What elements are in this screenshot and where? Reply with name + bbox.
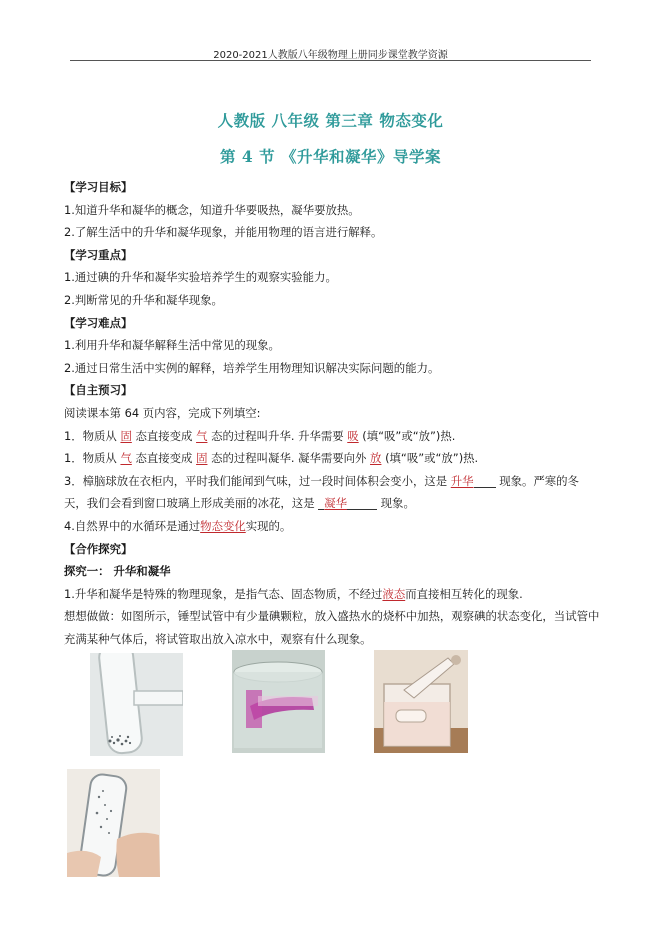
tube-beaker-drawing (374, 650, 468, 753)
photo-tube-in-beaker-of-water (374, 650, 468, 753)
q3-answer-2: 凝华 (324, 496, 348, 511)
q1-text-e: (填“吸”或“放”)热. (362, 428, 456, 443)
key-point-item: 1.通过碘的升华和凝华实验培养学生的观察实验能力。 (64, 270, 337, 285)
photo-tube-held-in-hand (67, 769, 160, 877)
page-header: 2020-2021人教版八年级物理上册同步课堂教学资源 (213, 50, 448, 61)
header-rule (70, 60, 591, 61)
worksheet-body (64, 176, 604, 650)
q4-text-a: 4.自然界中的水循环是通过 (64, 518, 201, 533)
q2-answer-3: 放 (370, 451, 382, 466)
difficulty-item: 2.通过日常生活中实例的解释，培养学生用物理知识解决实际问题的能力。 (64, 360, 440, 375)
p1-text-a: 1.升华和凝华是特殊的物理现象，是指气态、固态物质，不经过 (64, 586, 383, 601)
q3-text-a: 3．樟脑球放在衣柜内，平时我们能闻到气味，过一段时间体积会变小，这是 (64, 473, 448, 488)
q3-answer-1: 升华 (450, 473, 474, 488)
tube-crystals-drawing (90, 653, 183, 756)
q3-text-d: 天，我们会看到窗口玻璃上形成美丽的冰花，这是 (64, 496, 315, 511)
q2-answer-1: 气 (120, 451, 132, 466)
lesson-title: 第 4 节 《升华和凝华》导学案 (220, 147, 441, 166)
tube-in-hand-drawing (67, 769, 160, 877)
goal-item: 2.了解生活中的升华和凝华现象，并能用物理的语言进行解释。 (64, 225, 383, 240)
q4-text-c: 实现的。 (245, 518, 292, 533)
q1-answer-2: 气 (196, 428, 208, 443)
preview-question-3-cont (64, 492, 604, 515)
q1-text-a: 1．物质从 (64, 428, 117, 443)
document-title: 人教版 八年级 第三章 物态变化 (217, 111, 444, 130)
difficulty-item: 1.利用升华和凝华解释生活中常见的现象。 (64, 338, 280, 353)
key-points-heading: 【学习重点】 (64, 247, 133, 262)
goal-item: 1.知道升华和凝华的概念，知道升华要吸热，凝华要放热。 (64, 202, 360, 217)
tube-purple-vapor-drawing (232, 650, 325, 753)
q3-blank-2b (347, 495, 377, 510)
q2-text-a: 1．物质从 (64, 451, 117, 466)
q3-text-e: 现象。 (380, 496, 415, 511)
preview-heading: 【自主预习】 (64, 383, 133, 398)
photo-tube-with-iodine-crystals (90, 653, 183, 756)
preview-question-2 (64, 447, 604, 470)
inquiry-one-heading: 探究一： 升华和凝华 (64, 564, 171, 579)
p1-answer: 液态 (382, 586, 406, 601)
key-point-item: 2.判断常见的升华和凝华现象。 (64, 292, 223, 307)
q2-text-e: (填“吸”或“放”)热. (385, 451, 479, 466)
q1-text-c: 态直接变成 (135, 428, 193, 443)
q3-blank-1 (474, 473, 496, 488)
q1-text-d: 态的过程叫升华. 升华需要 (211, 428, 344, 443)
p1-text-c: 而直接相互转化的现象. (405, 586, 523, 601)
goals-heading: 【学习目标】 (64, 180, 133, 194)
q2-text-c: 态直接变成 (135, 451, 193, 466)
inquiry-paragraph-2: 想想做做：如图所示，锤型试管中有少量碘颗粒，放入盛热水的烧杯中加热，观察碘的状态变化，当试管中充满某种气体后，将试管取出放入凉水中，观察有什么现象。 (64, 609, 600, 646)
inquiry-paragraph-1 (64, 583, 604, 606)
preview-question-4 (64, 515, 604, 538)
difficulties-heading: 【学习难点】 (64, 315, 133, 330)
q2-text-d: 态的过程叫凝华. 凝华需要向外 (211, 451, 367, 466)
preview-question-1 (64, 425, 604, 448)
preview-question-3 (64, 470, 604, 493)
q1-answer-1: 固 (120, 428, 132, 443)
cooperation-heading: 【合作探究】 (64, 541, 133, 556)
q1-answer-3: 吸 (347, 428, 359, 443)
q2-answer-2: 固 (196, 451, 208, 466)
preview-intro: 阅读课本第 64 页内容，完成下列填空: (64, 405, 261, 420)
q4-answer-1: 物态变化 (200, 518, 246, 533)
photo-tube-in-hot-water-purple-vapor (232, 650, 325, 753)
q3-text-c: 现象。严寒的冬 (499, 473, 579, 488)
